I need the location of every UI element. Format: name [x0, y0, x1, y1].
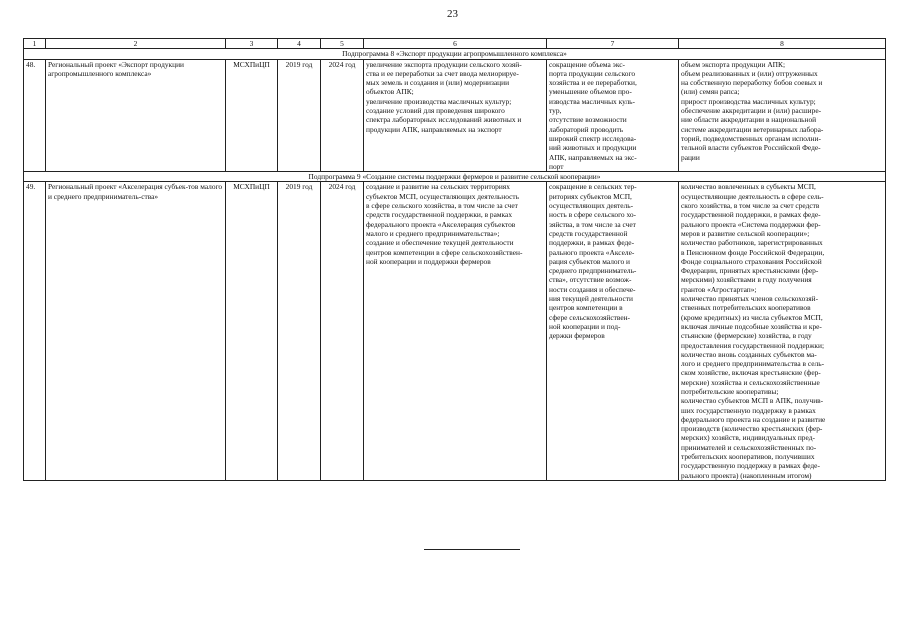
text-line: количество вновь созданных субъектов ма- — [681, 349, 817, 359]
text-line: тельной власти субъектов Российской Феде- — [681, 143, 821, 153]
subprogram-title: Подпрограмма 9 «Создание системы поддержки фермеров и развитие сельской кооперации» — [24, 172, 886, 182]
consequences — [547, 182, 679, 481]
text-line: ной кооперации и поддержки фермеров — [366, 256, 491, 266]
text-line: субъектов МСП, осуществляющих деятельность — [366, 191, 519, 201]
text-line: центров компетенции в — [549, 303, 623, 313]
text-line: создание и развитие на сельских территориях — [366, 182, 510, 192]
text-line: сокращение в сельских тер- — [549, 182, 637, 192]
indicators — [679, 182, 886, 481]
text-line: сфере сельскохозяйствен- — [549, 312, 631, 322]
table-row — [24, 182, 886, 481]
column-header: 7 — [547, 39, 679, 49]
text-line: лабораторий проводить — [549, 124, 624, 134]
text-line: объем экспорта продукции АПК; — [681, 59, 786, 69]
text-line: объем реализованных и (или) отгруженных — [681, 68, 818, 78]
expected-results — [364, 182, 547, 481]
text-line: создание и обеспечение текущей деятельности — [366, 238, 514, 248]
text-line: меров и развитие сельской кооперации»; — [681, 228, 810, 238]
text-line: Фонде социального страхования Российской — [681, 256, 822, 266]
text-line: ний животных и продукции — [549, 143, 637, 153]
column-header: 2 — [46, 39, 226, 49]
text-line: предоставления государственной поддержки; — [681, 340, 825, 350]
text-line: рация субъектов малого и — [549, 256, 630, 266]
text-line: системе аккредитации ветеринарных лабора- — [681, 124, 824, 134]
executor: МСХПиЦП — [226, 182, 278, 481]
text-line: объектов АПК; — [366, 87, 414, 97]
text-line: стьянские (фермерские) хозяйства, в году — [681, 331, 812, 341]
text-line: увеличение экспорта продукции сельского хозяй- — [366, 59, 522, 69]
text-line: ского хозяйства, в том числе за счет средств — [681, 201, 820, 211]
text-line: грантов «Агростартап»; — [681, 284, 757, 294]
end-year: 2024 год — [321, 59, 364, 172]
text-line: мерские) хозяйства и сельскохозяйственные — [681, 377, 820, 387]
text-line: увеличение производства масличных культур; — [366, 96, 512, 106]
text-line: количество субъектов МСП в АПК, получив- — [681, 396, 824, 406]
text-line: мых земель и создания и (или) модернизации — [366, 78, 510, 88]
column-header-row — [24, 39, 886, 49]
text-line: тур, — [549, 106, 562, 116]
text-line: зяйства, в том числе за счет — [549, 219, 636, 229]
text-line: рального проекта) (накопленным итогом) — [681, 470, 812, 480]
row-number: 49. — [24, 182, 46, 481]
text-line: на собственную переработку бобов соевых и — [681, 78, 823, 88]
text-line: риториях субъектов МСП, — [549, 191, 632, 201]
page-number: 23 — [447, 8, 458, 20]
column-header: 6 — [364, 39, 547, 49]
text-line: государственную поддержку в рамках феде- — [681, 461, 820, 471]
text-line: количество работников, зарегистрированных — [681, 238, 823, 248]
text-line: включая личные подсобные хозяйства и кре- — [681, 321, 822, 331]
subprogram-title: Подпрограмма 8 «Экспорт продукции агропромышленного комплекса» — [24, 49, 886, 59]
footer-rule — [424, 549, 520, 550]
text-line: продукции АПК, направляемых на экспорт — [366, 124, 502, 134]
text-line: лого и среднего предпринимательства в сель- — [681, 359, 825, 369]
column-header: 1 — [24, 39, 46, 49]
text-line: рального проекта «Акселе- — [549, 247, 635, 257]
column-header: 8 — [679, 39, 886, 49]
text-line: рации — [681, 152, 700, 162]
text-line: ства и ее переработки за счет ввода мелиорируе- — [366, 68, 519, 78]
text-line: потребительские кооперативы; — [681, 386, 779, 396]
text-line: федерального проекта на создание и развитие — [681, 414, 826, 424]
text-line: поддержки, в рамках феде- — [549, 238, 635, 248]
text-line: в Пенсионном фонде Российской Федерации, — [681, 247, 825, 257]
text-line: ших государственную поддержку в рамках — [681, 405, 816, 415]
subprogram-row — [24, 172, 886, 182]
expected-results — [364, 59, 547, 172]
text-line: отсутствие возможности — [549, 115, 627, 125]
text-line: Федерации, принятых крестьянскими (фер- — [681, 266, 819, 276]
text-line: ность в сфере сельского хо- — [549, 210, 637, 220]
text-line: осуществляющих деятель- — [549, 201, 634, 211]
text-line: порт — [549, 161, 564, 171]
text-line: требительских кооперативов, получивших — [681, 452, 815, 462]
text-line: хозяйства и ее переработки, — [549, 78, 637, 88]
text-line: средств государственной — [549, 228, 628, 238]
text-line: в сфере сельского хозяйства, в том числе за счет — [366, 201, 518, 211]
text-line: среднего предприниматель- — [549, 266, 637, 276]
text-line: держки фермеров — [549, 331, 605, 341]
text-line: прирост производства масличных культур; — [681, 96, 816, 106]
text-line: центров компетенции в сфере сельскохозяйствен- — [366, 247, 523, 257]
end-year: 2024 год — [321, 182, 364, 481]
text-line: АПК, направляемых на экс- — [549, 152, 637, 162]
text-line: порта продукции сельского — [549, 68, 636, 78]
table-row — [24, 59, 886, 172]
text-line: ния текущей деятельности — [549, 294, 633, 304]
text-line: ности создания и обеспече- — [549, 284, 636, 294]
text-line: уменьшение объемов про- — [549, 87, 632, 97]
text-line: рального проекта «Система поддержки фер- — [681, 219, 821, 229]
text-line: средств государственной поддержки, в рамках — [366, 210, 513, 220]
text-line: ском хозяйстве, включая крестьянские (фер- — [681, 368, 821, 378]
indicators — [679, 59, 886, 172]
row-number: 48. — [24, 59, 46, 172]
text-line: мерских) хозяйств, индивидуальных пред- — [681, 433, 815, 443]
column-header: 3 — [226, 39, 278, 49]
column-header: 5 — [321, 39, 364, 49]
text-line: изводства масличных куль- — [549, 96, 635, 106]
text-line: создание условий для проведения широкого — [366, 106, 505, 116]
text-line: торий, подведомственных органам исполни- — [681, 133, 821, 143]
program-table — [23, 38, 886, 481]
text-line: количество вовлеченных в субъекты МСП, — [681, 182, 816, 192]
text-line: сокращение объема экс- — [549, 59, 625, 69]
text-line: обеспечение аккредитации и (или) расшире- — [681, 106, 822, 116]
text-line: государственной поддержки, в рамках феде- — [681, 210, 821, 220]
text-line: спектра лабораторных исследований животных и — [366, 115, 522, 125]
text-line: мерскими) хозяйствами в году получения — [681, 275, 812, 285]
text-line: малого и среднего предпринимательства»; — [366, 228, 500, 238]
text-line: принимателей и сельскохозяйственных по- — [681, 442, 817, 452]
text-line: (или) семян рапса; — [681, 87, 740, 97]
project-name: Региональный проект «Экспорт продукции агропромышленного комплекса» — [46, 59, 226, 172]
text-line: (кроме кредитных) из числа субъектов МСП, — [681, 312, 823, 322]
text-line: федерального проекта «Акселерация субъектов — [366, 219, 516, 229]
text-line: ства», отсутствие возмож- — [549, 275, 632, 285]
text-line: осуществляющие деятельность в сфере сель- — [681, 191, 824, 201]
text-line: количество принятых членов сельскохозяй- — [681, 294, 819, 304]
text-line: ственных потребительских кооперативов — [681, 303, 811, 313]
column-header: 4 — [278, 39, 321, 49]
consequences — [547, 59, 679, 172]
text-line: производств (количество крестьянских (фер- — [681, 424, 823, 434]
text-line: ной кооперации и под- — [549, 321, 621, 331]
executor: МСХПиЦП — [226, 59, 278, 172]
subprogram-row — [24, 49, 886, 59]
start-year: 2019 год — [278, 182, 321, 481]
text-line: широкий спектр исследова- — [549, 133, 637, 143]
start-year: 2019 год — [278, 59, 321, 172]
project-name: Региональный проект «Акселерация субъек-тов малого и среднего предприниматель-ства» — [46, 182, 226, 481]
text-line: ние области аккредитации в национальной — [681, 115, 817, 125]
